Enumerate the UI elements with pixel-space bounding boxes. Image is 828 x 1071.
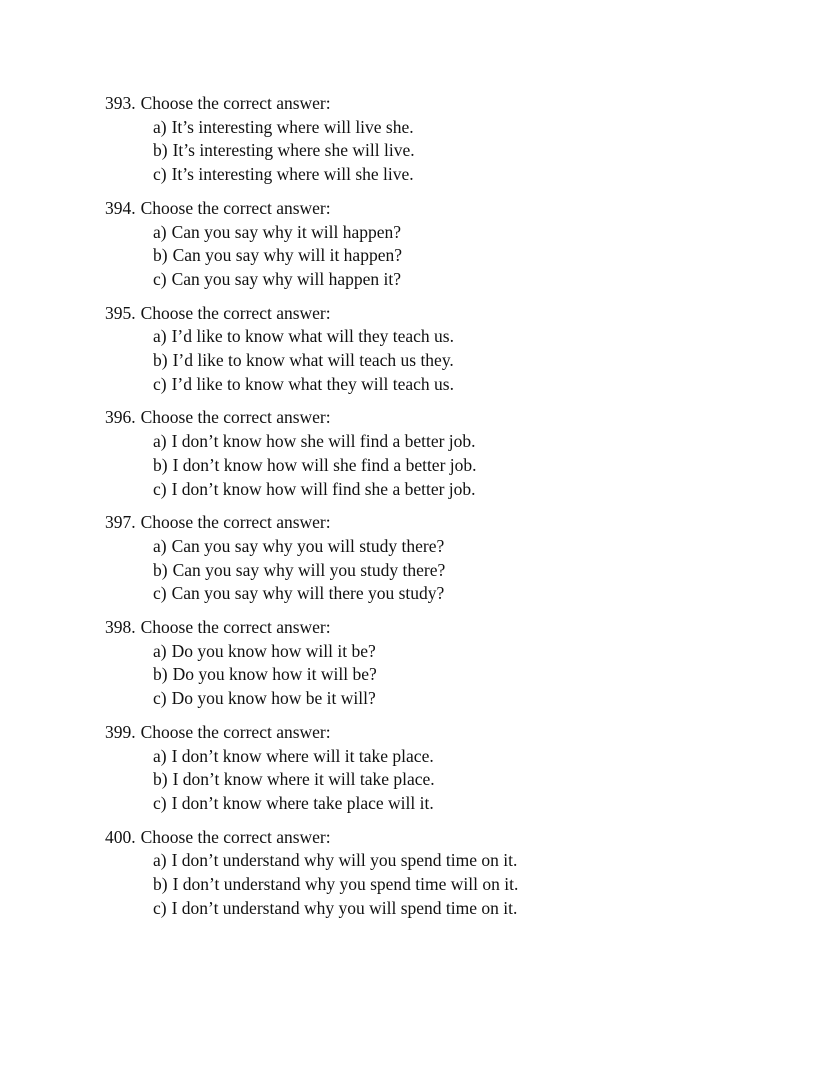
question-block (105, 721, 768, 816)
option-text: I don’t understand why will you spend time on it. (171, 850, 518, 871)
option-line (153, 873, 768, 897)
option-text: It’s interesting where she will live. (172, 140, 415, 161)
option-text: Can you say why will happen it? (171, 268, 402, 289)
option-label: b) (153, 874, 168, 895)
question-head (105, 511, 768, 535)
option-label: b) (153, 769, 168, 790)
option-label: b) (153, 559, 168, 580)
option-text: I don’t know where will it take place. (171, 745, 434, 766)
question-prompt: Choose the correct answer: (140, 721, 331, 742)
question-number: 393. (105, 93, 136, 113)
option-text: Do you know how it will be? (172, 664, 377, 685)
question-head (105, 721, 768, 745)
option-line (153, 325, 768, 349)
question-number: 396. (105, 407, 136, 428)
question-block (105, 511, 768, 606)
option-text: I don’t know how will find she a better job. (171, 478, 476, 499)
option-line (153, 663, 768, 687)
options (105, 849, 768, 920)
option-text: I don’t know how she will find a better job. (171, 431, 476, 452)
option-line (153, 478, 768, 502)
question-number: 398. (105, 617, 136, 638)
option-line (153, 373, 768, 397)
option-line (153, 244, 768, 268)
question-prompt: Choose the correct answer: (140, 407, 331, 428)
option-line (153, 535, 768, 559)
option-text: Can you say why will you study there? (172, 559, 446, 580)
option-line (153, 745, 768, 769)
option-line (153, 849, 768, 873)
question-head (105, 302, 768, 326)
option-line (153, 163, 768, 187)
question-block (105, 826, 768, 921)
question-head (105, 406, 768, 430)
question-block (105, 197, 768, 292)
question-number: 397. (105, 512, 136, 533)
option-line (153, 559, 768, 583)
question-head (105, 197, 768, 221)
option-text: I don’t understand why you will spend time on it. (171, 897, 518, 918)
option-label: a) (153, 221, 167, 242)
option-label: b) (153, 245, 168, 266)
option-line (153, 116, 768, 140)
option-label: b) (153, 350, 168, 371)
option-line (153, 349, 768, 373)
option-text: It’s interesting where will live she. (171, 116, 414, 137)
question-block (105, 616, 768, 711)
question-block (105, 92, 768, 187)
option-text: It’s interesting where will she live. (171, 164, 414, 185)
option-label: a) (153, 326, 167, 347)
question-prompt: Choose the correct answer: (140, 512, 331, 533)
questions-list (105, 92, 768, 931)
option-label: c) (153, 688, 167, 709)
question-number: 394. (105, 197, 136, 218)
option-text: I don’t know where take place will it. (171, 792, 434, 813)
question-prompt: Choose the correct answer: (140, 302, 331, 323)
question-head (105, 92, 768, 116)
option-label: a) (153, 116, 167, 137)
option-label: c) (153, 897, 167, 918)
question-number: 400. (105, 826, 136, 847)
option-text: Do you know how will it be? (171, 640, 376, 661)
option-label: a) (153, 535, 167, 556)
question-head (105, 616, 768, 640)
options (105, 745, 768, 816)
option-line (153, 768, 768, 792)
question-prompt: Choose the correct answer: (140, 826, 331, 847)
option-label: a) (153, 640, 167, 661)
options (105, 116, 768, 187)
options (105, 221, 768, 292)
option-text: Can you say why you will study there? (171, 535, 445, 556)
option-label: c) (153, 268, 167, 289)
option-label: a) (153, 431, 167, 452)
option-line (153, 430, 768, 454)
option-label: b) (153, 664, 168, 685)
option-label: a) (153, 745, 167, 766)
option-line (153, 792, 768, 816)
option-label: b) (153, 140, 168, 161)
option-line (153, 139, 768, 163)
option-label: c) (153, 164, 167, 185)
option-text: I don’t know how will she find a better job. (172, 454, 477, 475)
option-text: Can you say why will there you study? (171, 583, 445, 604)
question-number: 395. (105, 302, 136, 323)
option-line (153, 687, 768, 711)
option-label: c) (153, 583, 167, 604)
question-block (105, 302, 768, 397)
question-prompt: Choose the correct answer: (140, 93, 331, 113)
question-block (105, 406, 768, 501)
option-label: c) (153, 792, 167, 813)
question-prompt: Choose the correct answer: (140, 197, 331, 218)
option-text: I’d like to know what will they teach us. (171, 326, 454, 347)
option-line (153, 897, 768, 921)
option-line (153, 640, 768, 664)
option-text: I’d like to know what will teach us they. (172, 350, 454, 371)
option-text: I don’t know where it will take place. (172, 769, 435, 790)
question-prompt: Choose the correct answer: (140, 617, 331, 638)
option-line (153, 582, 768, 606)
question-head (105, 826, 768, 850)
option-text: Do you know how be it will? (171, 688, 376, 709)
option-label: c) (153, 478, 167, 499)
option-text: Can you say why it will happen? (171, 221, 402, 242)
option-line (153, 221, 768, 245)
option-text: I’d like to know what they will teach us. (171, 373, 454, 394)
option-text: Can you say why will it happen? (172, 245, 402, 266)
option-label: b) (153, 454, 168, 475)
option-label: a) (153, 850, 167, 871)
option-line (153, 268, 768, 292)
option-line (153, 454, 768, 478)
options (105, 430, 768, 501)
options (105, 535, 768, 606)
options (105, 640, 768, 711)
option-text: I don’t understand why you spend time will on it. (172, 874, 519, 895)
question-number: 399. (105, 721, 136, 742)
options (105, 325, 768, 396)
option-label: c) (153, 373, 167, 394)
